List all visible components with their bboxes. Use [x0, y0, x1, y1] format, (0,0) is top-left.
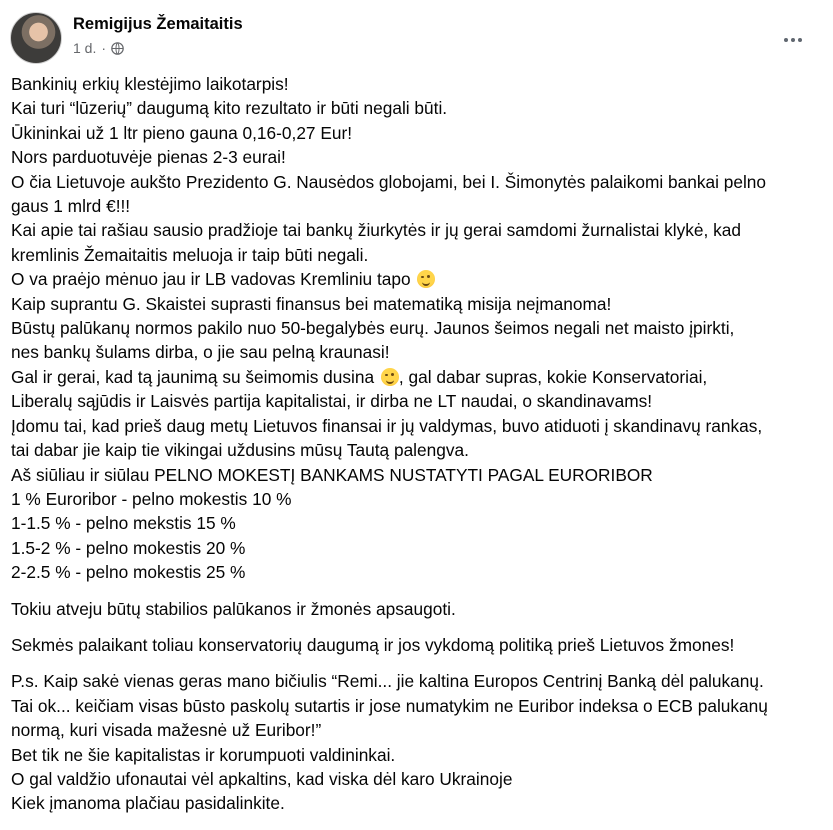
- post-line: Nors parduotuvėje pienas 2-3 eurai!: [11, 147, 286, 168]
- post-line-text: Gal ir gerai, kad tą jaunimą su šeimomis dusina: [11, 366, 375, 387]
- post-line: 1 % Euroribor - pelno mokestis 10 %: [11, 488, 292, 509]
- post-line: [11, 365, 827, 389]
- post-line: tai dabar jie kaip tie vikingai uždusins mūsų Tautą palengva.: [11, 440, 469, 461]
- post-line: Liberalų sąjūdis ir Laisvės partija kapitalistai, ir dirba ne LT naudai, o skandinavams!: [11, 391, 653, 412]
- wink-emoji-icon: [417, 270, 435, 288]
- post-line: kremlinis Žemaitaitis meluoja ir taip būti negali.: [11, 244, 369, 265]
- post-time[interactable]: 1 d.: [73, 40, 97, 56]
- post-line: Bet tik ne šie kapitalistas ir korumpuoti valdininkai.: [11, 744, 396, 765]
- post-line: Sekmės palaikant toliau konservatorių daugumą ir jos vykdomą politiką prieš Lietuvos žmones!: [11, 634, 735, 655]
- post-meta: [73, 40, 124, 56]
- post-line-text: O va praėjo mėnuo jau ir LB vadovas Kremliniu tapo: [11, 269, 411, 290]
- post-line: normą, kuri visada mažesnė už Euribor!”: [11, 720, 322, 741]
- wink-emoji-icon: [381, 368, 399, 386]
- post-line: P.s. Kaip sakė vienas geras mano bičiulis “Remi... jie kaltina Europos Centrinį Banką dėl palukanų.: [11, 671, 764, 692]
- post-line: Aš siūliau ir siūlau PELNO MOKESTĮ BANKAMS NUSTATYTI PAGAL EURORIBOR: [11, 464, 653, 485]
- post-line: O gal valdžio ufonautai vėl apkaltins, kad viska dėl karo Ukrainoje: [11, 768, 513, 789]
- avatar[interactable]: [10, 12, 62, 64]
- paragraph-gap: [11, 657, 827, 669]
- post-text: [11, 72, 827, 816]
- author-name[interactable]: Remigijus Žemaitaitis: [73, 15, 243, 33]
- post-line: 2-2.5 % - pelno mokestis 25 %: [11, 562, 246, 583]
- post-line: 1-1.5 % - pelno mekstis 15 %: [11, 513, 236, 534]
- post-line: [11, 267, 827, 291]
- post-line: Kai turi “lūzerių” daugumą kito rezultato ir būti negali būti.: [11, 98, 448, 119]
- paragraph-gap: [11, 585, 827, 597]
- post-line: Įdomu tai, kad prieš daug metų Lietuvos finansai ir jų valdymas, buvo atiduoti į skandinavų rankas,: [11, 415, 763, 436]
- post-header: [10, 12, 821, 64]
- post-line: Ūkininkai už 1 ltr pieno gauna 0,16-0,27 Eur!: [11, 122, 353, 143]
- post-line: Kiek įmanoma plačiau pasidalinkite.: [11, 793, 285, 814]
- post-line-text: , gal dabar supras, kokie Konservatoriai,: [398, 366, 708, 387]
- post-line: Tokiu atveju būtų stabilios palūkanos ir žmonės apsaugoti.: [11, 598, 456, 619]
- globe-icon[interactable]: [111, 42, 124, 55]
- post-line: nes bankų šulams dirba, o jie sau pelną kraunasi!: [11, 342, 390, 363]
- more-horizontal-icon[interactable]: [775, 22, 811, 58]
- meta-separator: ·: [101, 40, 107, 56]
- post-line: gaus 1 mlrd €!!!: [11, 196, 131, 217]
- post-line: O čia Lietuvoje aukšto Prezidento G. Nausėdos globojami, bei I. Šimonytės palaikomi bankai pelno: [11, 171, 767, 192]
- post-line: Kaip suprantu G. Skaistei suprasti finansus bei matematiką misija neįmanoma!: [11, 293, 612, 314]
- paragraph-gap: [11, 621, 827, 633]
- post-line: Bankinių erkių klestėjimo laikotarpis!: [11, 74, 289, 94]
- post-line: Būstų palūkanų normos pakilo nuo 50-begalybės eurų. Jaunos šeimos negali net maisto įpirkti,: [11, 318, 735, 339]
- post-line: Tai ok... keičiam visas būsto paskolų sutartis ir jose numatykim ne Euribor indeksa o ECB palukanų: [11, 695, 768, 716]
- post-line: 1.5-2 % - pelno mokestis 20 %: [11, 537, 246, 558]
- post-line: Kai apie tai rašiau sausio pradžioje tai bankų žiurkytės ir jų gerai samdomi žurnalistai klykė, kad: [11, 220, 741, 241]
